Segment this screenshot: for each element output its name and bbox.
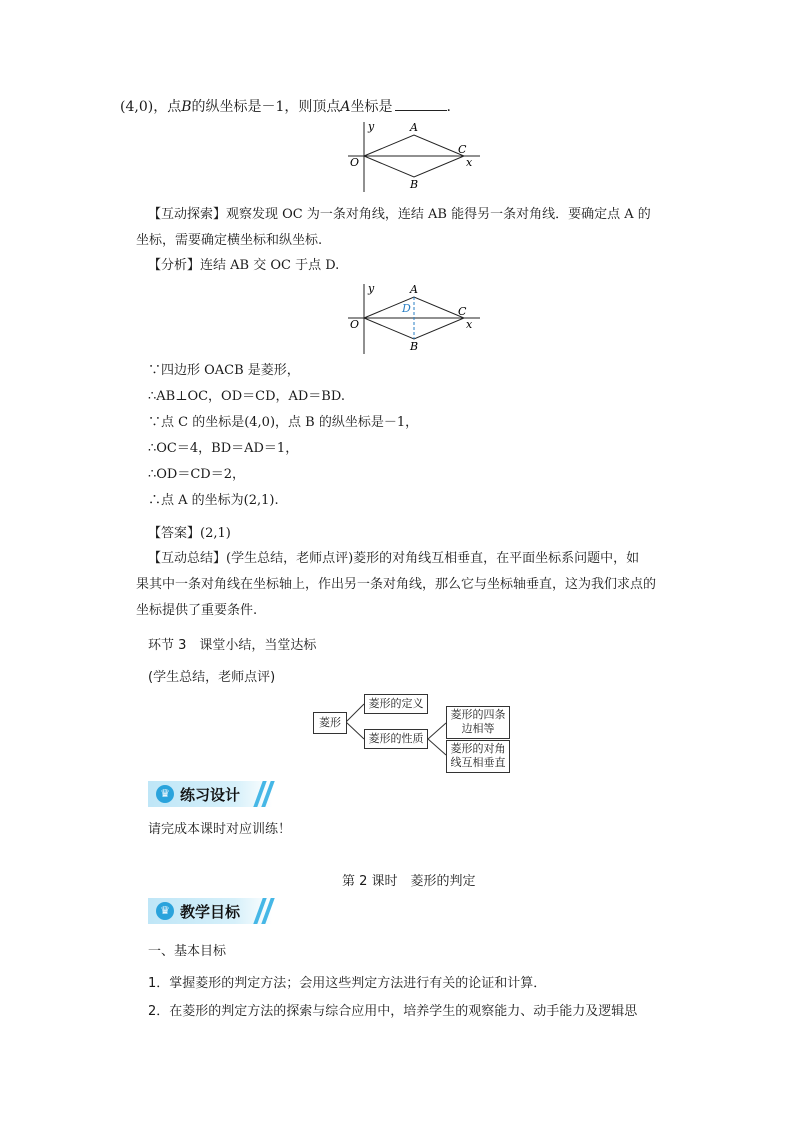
- label-d: D: [402, 302, 411, 315]
- mindmap-node-property: 菱形的性质: [364, 729, 428, 749]
- label-x: x: [466, 156, 473, 169]
- goal-heading: 一、基本目标: [148, 944, 227, 959]
- label-o: O: [350, 318, 360, 331]
- mindmap-node-definition: 菱形的定义: [364, 694, 428, 714]
- lesson-2-title: 第 2 课时 菱形的判定: [342, 874, 476, 889]
- answer-blank: [395, 98, 447, 111]
- mindmap-leaf-sides: 菱形的四条 边相等: [446, 706, 510, 739]
- practice-text: 请完成本课时对应训练！: [148, 822, 292, 837]
- label-c: C: [458, 305, 467, 318]
- proof-line: ∴OD＝CD＝2，: [148, 467, 245, 482]
- label-a: A: [410, 121, 418, 134]
- label-c: C: [458, 143, 467, 156]
- trophy-icon: ♛: [156, 785, 174, 803]
- label-o: O: [350, 156, 360, 169]
- practice-banner: ♛ 练习设计: [148, 781, 272, 807]
- section-3-sub: (学生总结，老师点评): [148, 670, 276, 685]
- proof-block: [148, 358, 418, 514]
- proof-line: ∴AB⊥OC，OD＝CD，AD＝BD.: [148, 389, 345, 404]
- label-y: y: [368, 120, 375, 133]
- label-y: y: [368, 282, 375, 295]
- rhombus-figure-1: [340, 118, 490, 194]
- label-x: x: [466, 318, 473, 331]
- mindmap-root: 菱形: [313, 712, 347, 734]
- analysis-line: 【分析】连结 AB 交 OC 于点 D.: [148, 258, 340, 273]
- mindmap-leaf-diagonals: 菱形的对角 线互相垂直: [446, 740, 510, 773]
- rhombus-figure-2: [340, 280, 490, 356]
- label-b: B: [410, 340, 419, 353]
- goal-item-2: 2．在菱形的判定方法的探索与综合应用中，培养学生的观察能力、动手能力及逻辑思: [148, 1004, 638, 1019]
- proof-line: ∴OC＝4，BD＝AD＝1，: [148, 441, 299, 456]
- teaching-goals-banner: ♛ 教学目标: [148, 898, 272, 924]
- trophy-icon: ♛: [156, 902, 174, 920]
- explore-paragraph: 【互动探索】观察发现 OC 为一条对角线，连结 AB 能得另一条对角线．要确定点 A 的 坐标，需要确定横坐标和纵坐标.: [136, 207, 651, 248]
- proof-line: ∵点 C 的坐标是(4,0)，点 B 的纵坐标是－1，: [148, 415, 419, 430]
- answer-line: 【答案】(2,1): [148, 526, 231, 541]
- proof-line: ∴点 A 的坐标为(2,1).: [148, 493, 279, 508]
- label-a: A: [410, 283, 418, 296]
- label-b: B: [410, 178, 419, 191]
- problem-tail: (4,0)，点B的纵坐标是－1，则顶点A坐标是 .: [120, 99, 451, 115]
- summary-paragraph: 【互动总结】(学生总结，老师点评)菱形的对角线互相垂直，在平面坐标系问题中，如 果其中一条对角线在坐标轴上，作出另一条对角线，那么它与坐标轴垂直，这为我们求点的 坐标提供了重要条件.: [136, 551, 657, 618]
- section-3-title: 环节 3 课堂小结，当堂达标: [148, 638, 317, 653]
- proof-line: ∵四边形 OACB 是菱形，: [148, 363, 300, 378]
- goal-item-1: 1．掌握菱形的判定方法；会用这些判定方法进行有关的论证和计算．: [148, 976, 547, 991]
